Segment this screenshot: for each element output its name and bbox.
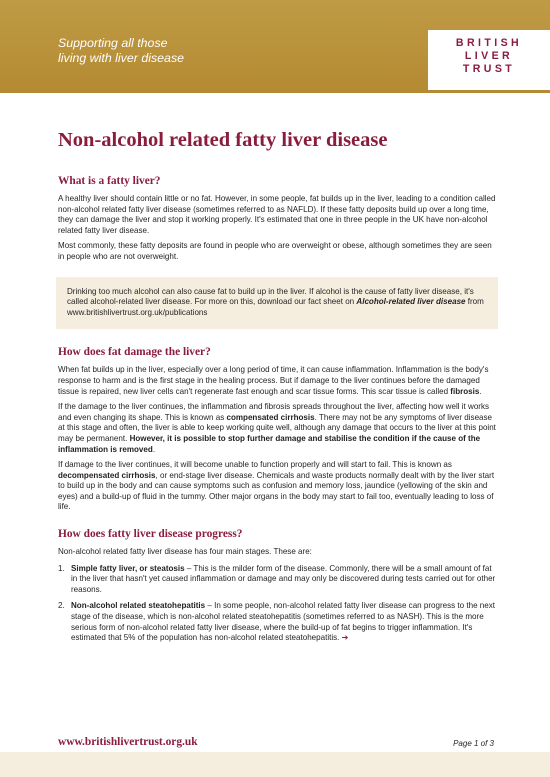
list-item bbox=[58, 601, 496, 643]
tagline bbox=[58, 36, 184, 66]
alcohol-callout-box bbox=[56, 277, 498, 330]
term-decompensated-cirrhosis: decompensated cirrhosis bbox=[58, 470, 156, 480]
p2-text-a: If the damage to the liver continues, the inflammation and fibrosis spreads throughout the liver, affecting how well it works and even changing its shape. This is known as bbox=[58, 402, 490, 422]
stages-list bbox=[58, 564, 496, 644]
paragraph-inflammation bbox=[58, 365, 496, 397]
heading-what-is-fatty-liver: What is a fatty liver? bbox=[58, 175, 161, 187]
stage-title: Simple fatty liver, or steatosis bbox=[71, 563, 185, 573]
p1-text-a: When fat builds up in the liver, especially over a long period of time, it can cause inflammation. Inflammation is the body's response to harm and is the first stage in the healing process. But if damage to the liver continues before the damaged tissue is repaired, new liver cells can't regenerate fast enough and scar tissue forms. This scar tissue is called bbox=[58, 365, 489, 396]
paragraph-compensated-cirrhosis bbox=[58, 402, 496, 455]
callout-text-1: Drinking too much alcohol can also cause fat to build up in the liver. If alcohol is the cause of fatty liver disease, it's called alcohol-related liver disease. For more on this, download our fact sheet on bbox=[67, 286, 474, 307]
british-liver-trust-logo bbox=[428, 30, 550, 90]
paragraph-fatty-deposits: Most commonly, these fatty deposits are found in people who are overweight or obese, although sometimes they are seen in people who are not overweight. bbox=[58, 241, 492, 261]
page-title: Non-alcohol related fatty liver disease bbox=[58, 129, 388, 151]
logo-line-liver: LIVER bbox=[464, 50, 514, 62]
stage-title: Non-alcohol related steatohepatitis bbox=[71, 601, 206, 611]
page-number: Page 1 of 3 bbox=[453, 739, 494, 748]
p3-text-a: If damage to the liver continues, it will become unable to function properly and will start to fail. This is known as bbox=[58, 460, 452, 470]
logo-line-british: BRITISH bbox=[455, 37, 523, 49]
document-body bbox=[58, 128, 496, 644]
callout-factsheet-link[interactable]: Alcohol-related liver disease bbox=[356, 297, 466, 307]
arrow-right-icon: ➔ bbox=[341, 633, 349, 643]
paragraph-healthy-liver: A healthy liver should contain little or no fat. However, in some people, fat builds up in the liver, leading to a condition called non-alcohol related fatty liver disease (sometimes referred to as NAFLD). If these fatty deposits build up over a long time, they can damage the liver and stop it working properly. It's estimated that one in three people in the UK have non-alcohol related fatty liver disease. bbox=[58, 194, 496, 235]
paragraph-decompensated-cirrhosis bbox=[58, 460, 496, 513]
p2-text-e: . bbox=[152, 444, 156, 454]
tagline-line-2: living with liver disease bbox=[58, 51, 185, 65]
tagline-line-1: Supporting all those bbox=[58, 36, 168, 50]
callout-text-2: from www.britishlivertrust.org.uk/publications bbox=[67, 297, 484, 317]
stage-description: – This is the milder form of the disease. Commonly, there will be a small amount of fat in the liver that hasn't yet caused inflammation or damage and may only be discovered during tests carried out for other reasons. bbox=[71, 563, 496, 594]
list-number: 1. bbox=[58, 563, 65, 573]
term-fibrosis: fibrosis bbox=[450, 386, 480, 396]
p2-bold-statement: However, it is possible to stop further damage and stabilise the condition if the cause of the inflammation is removed bbox=[58, 433, 481, 454]
p3-text-c: , or end-stage liver disease. Chemicals and waste products normally dealt with by the liver start to build up in the body and can cause symptoms such as confusion and memory loss, jaundice (yellowing of the skin and eyes) and a build-up of fluid in the tummy. Other major organs in the body may start to fail too, eventually leading to loss of life. bbox=[58, 470, 495, 512]
header-banner bbox=[0, 0, 550, 93]
heading-disease-progress: How does fatty liver disease progress? bbox=[58, 528, 243, 541]
list-number: 2. bbox=[58, 601, 65, 611]
list-item bbox=[58, 564, 496, 596]
footer-band bbox=[0, 752, 550, 777]
p1-text-c: . bbox=[479, 386, 482, 396]
callout-text bbox=[67, 287, 487, 319]
term-compensated-cirrhosis: compensated cirrhosis bbox=[226, 412, 315, 422]
heading-fat-damage: How does fat damage the liver? bbox=[58, 346, 211, 359]
footer-website-link[interactable]: www.britishlivertrust.org.uk bbox=[58, 736, 198, 748]
logo-line-trust: TRUST bbox=[462, 63, 516, 75]
stage-description: – In some people, non-alcohol related fatty liver disease can progress to the next stage of the disease, which is non-alcohol related steatohepatitis (sometimes referred to as NASH). This is the more serious form of non-alcohol related fatty liver disease, where the build-up of fat begins to trigger inflammation. It's estimated that 5% of the population has non-alcohol related steatohepatitis. bbox=[71, 601, 495, 643]
p2-text-c: . There may not be any symptoms of liver disease at this stage and often, the liver is able to keep working quite well, although any damage that occurs to the liver at this point may be permanent. bbox=[58, 412, 496, 443]
paragraph-four-stages: Non-alcohol related fatty liver disease has four main stages. These are: bbox=[58, 547, 312, 557]
